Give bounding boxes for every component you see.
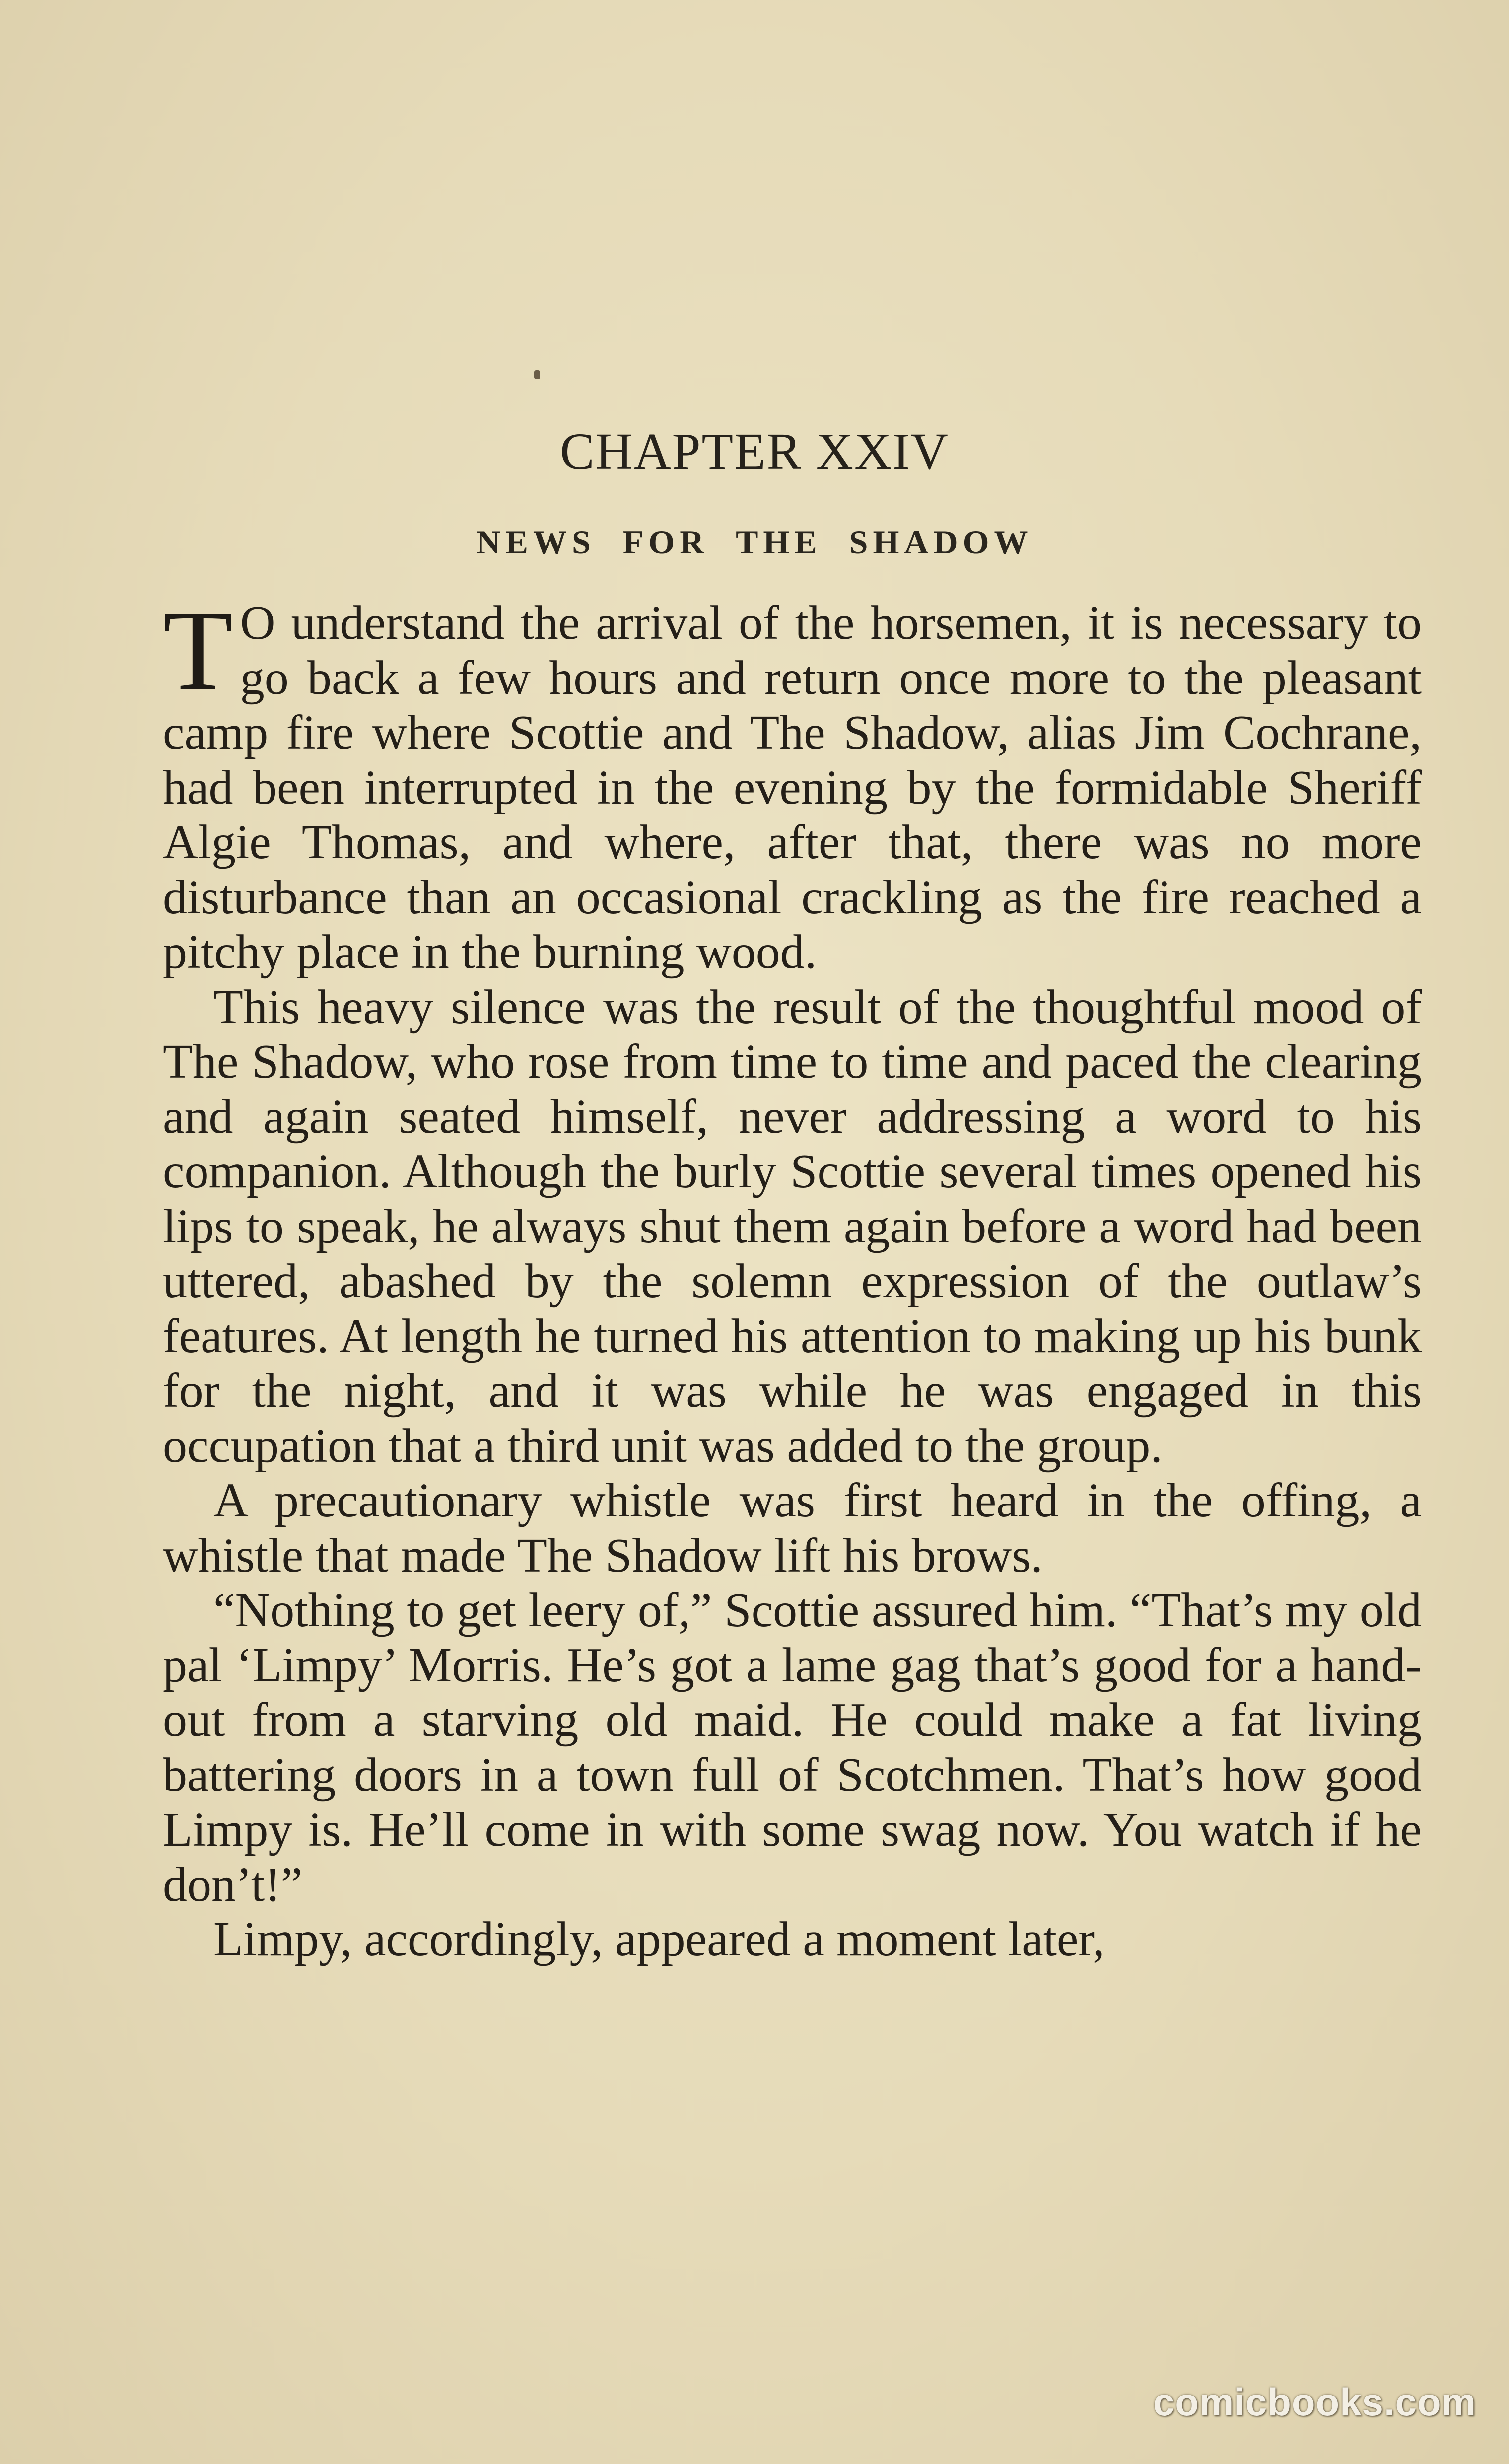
paragraph-5: Limpy, accordingly, appeared a moment later, (213, 1913, 1105, 1966)
watermark-logo: comicbooks.com (1153, 2380, 1476, 2424)
paragraph-1-text: O understand the arrival of the horsemen, it is necessary to go back a few hours and return once more to the pleasant camp fire where Scottie and The Shadow, alias Jim Cochrane, had been interrupted in the evening by the formidable Sheriff Algie Thomas, and where, after that, there was no more disturbance than an occasional crackling as the fire reached a pitchy place in the burning wood. (163, 596, 1422, 979)
chapter-title: CHAPTER XXIV (560, 423, 949, 480)
chapter-body (163, 587, 1422, 1967)
drop-cap: T (163, 587, 233, 714)
ink-speck (534, 370, 540, 379)
paragraph-3: A precautionary whistle was first heard in the offing, a whistle that made The Shadow lift his brows. (163, 1474, 1422, 1582)
paragraph-1 (163, 587, 1422, 980)
chapter-subtitle: NEWS FOR THE SHADOW (476, 523, 1033, 561)
paragraph-2: This heavy silence was the result of the thoughtful mood of The Shadow, who rose from time to time and paced the clearing and again seated himself, never addressing a word to his companion. Although the burly Scottie several times opened his lips to speak, he always shut them again before a word had been uttered, abashed by the solemn expression of the outlaw’s features. At length he turned his attention to making up his bunk for the night, and it was while he was engaged in this occupation that a third unit was added to the group. (163, 980, 1422, 1473)
paragraph-4: “Nothing to get leery of,” Scottie assured him. “That’s my old pal ‘Limpy’ Morris. He’s got a lame gag that’s good for a hand-out from a starving old maid. He could make a fat living battering doors in a town full of Scotchmen. That’s how good Limpy is. He’ll come in with some swag now. You watch if he don’t!” (163, 1583, 1422, 1912)
